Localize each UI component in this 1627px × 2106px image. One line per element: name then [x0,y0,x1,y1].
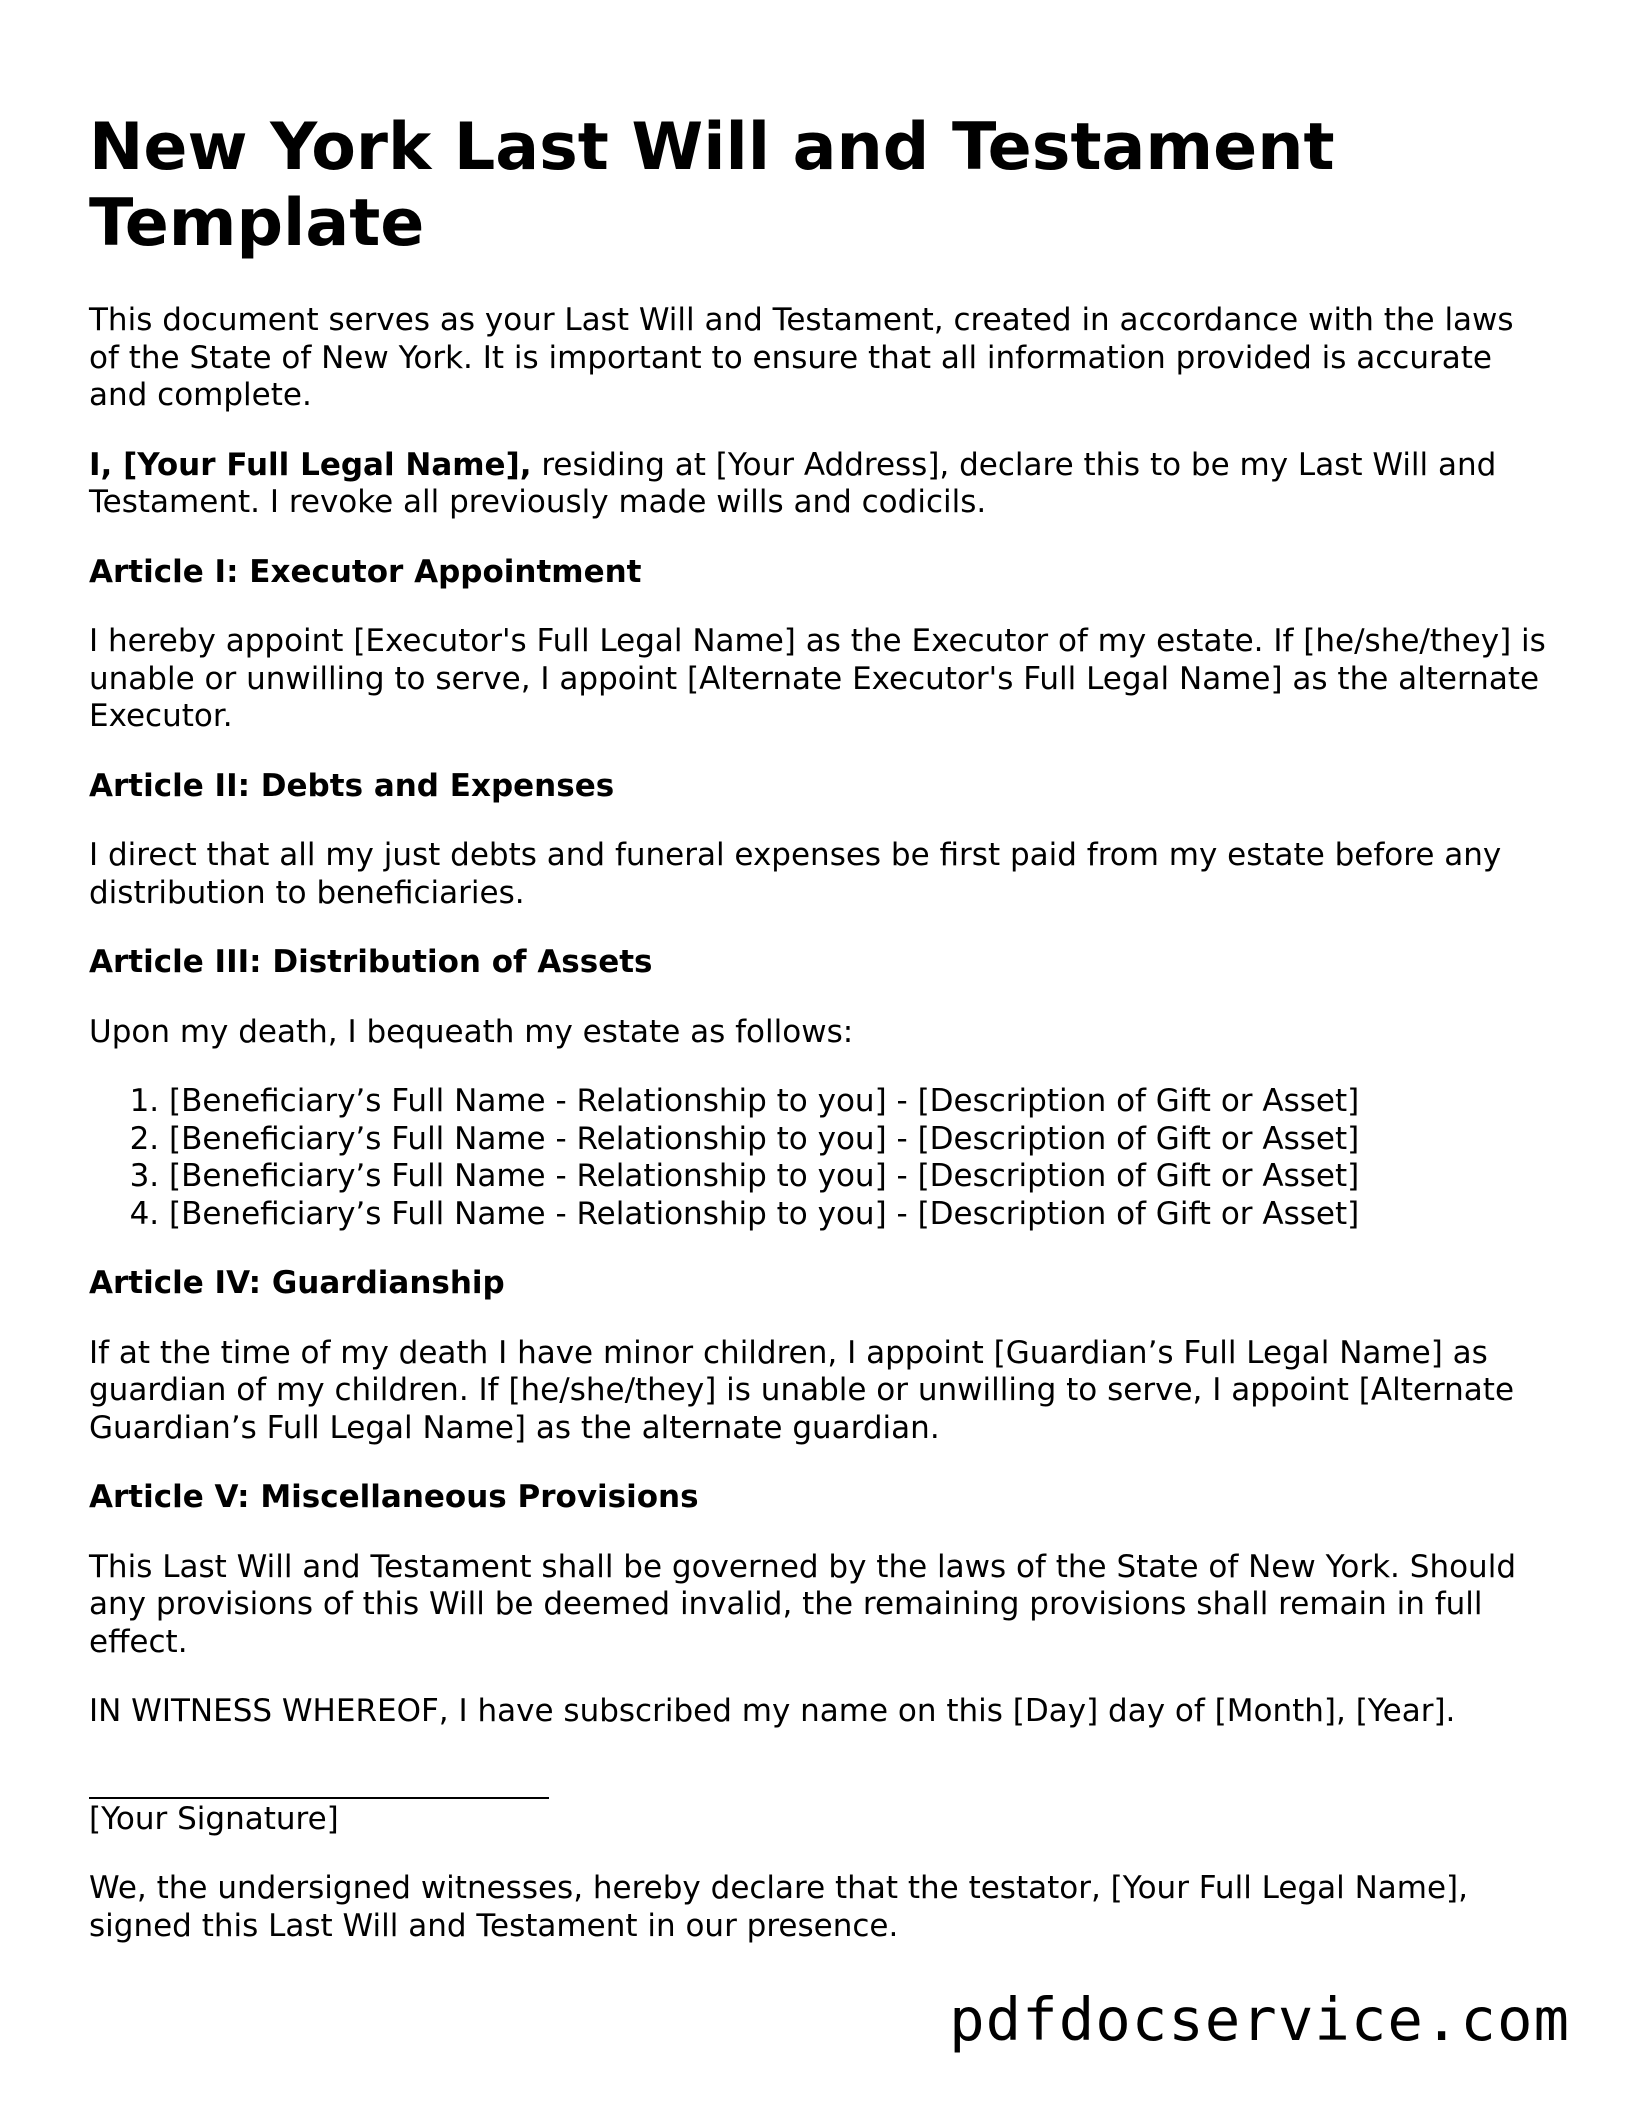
article-5-heading: Article V: Miscellaneous Provisions [89,1479,699,1515]
document-page [89,110,1549,1977]
signature-caption: [Your Signature] [89,1800,339,1837]
article-3-heading: Article III: Distribution of Assets [89,944,653,980]
declaration-text: residing at [Your Address], declare this to be my Last Will and Testament. I revoke all previously made wills and codicils. [89,446,1497,520]
article-4-heading: Article IV: Guardianship [89,1265,505,1301]
declaration-paragraph [89,447,1549,522]
signature-line [89,1797,549,1799]
article-1-heading: Article I: Executor Appointment [89,553,642,590]
article-2-heading: Article II: Debts and Expenses [89,767,615,804]
article-4-body: If at the time of my death I have minor children, I appoint [Guardian’s Full Legal Name] as guardian of my children. If [he/she/they] is unable or unwilling to serve, I appoint [Alternate Guardian’s Full Legal Name] as the alternate guardian. [89,1334,1515,1446]
beneficiary-item: 4. [Beneficiary’s Full Name - Relationship to you] - [Description of Gift or Asset] [169,1196,1549,1234]
watermark: pdfdocservice.com [949,1985,1570,2054]
intro-paragraph: This document serves as your Last Will and Testament, created in accordance with the laws of the State of New York. It is important to ensure that all information provided is accurate and complete. [89,302,1514,413]
article-1-body: I hereby appoint [Executor's Full Legal Name] as the Executor of my estate. If [he/she/they] is unable or unwilling to serve, I appoint [Alternate Executor's Full Legal Name] as the alternate Executor. [89,623,1546,734]
article-5-body: This Last Will and Testament shall be governed by the laws of the State of New York. Should any provisions of this Will be deemed invalid, the remaining provisions shall remain in full effect. [89,1548,1516,1660]
beneficiary-item: 3. [Beneficiary’s Full Name - Relationship to you] - [Description of Gift or Asset] [169,1158,1549,1196]
witness-declaration: We, the undersigned witnesses, hereby declare that the testator, [Your Full Legal Name], signed this Last Will and Testament in our presence. [89,1870,1469,1944]
declaration-name: I, [Your Full Legal Name], [89,446,532,483]
document-title: New York Last Will and Testament Template [89,110,1335,261]
article-2-body: I direct that all my just debts and funeral expenses be first paid from my estate before any distribution to beneficiaries. [89,837,1502,911]
article-3-body: Upon my death, I bequeath my estate as follows: [89,1013,854,1050]
beneficiary-item: 2. [Beneficiary’s Full Name - Relationship to you] - [Description of Gift or Asset] [169,1121,1549,1159]
beneficiary-item: 1. [Beneficiary’s Full Name - Relationship to you] - [Description of Gift or Asset] [169,1083,1549,1121]
witness-clause: IN WITNESS WHEREOF, I have subscribed my name on this [Day] day of [Month], [Year]. [89,1693,1456,1729]
beneficiary-list [89,1083,1549,1233]
